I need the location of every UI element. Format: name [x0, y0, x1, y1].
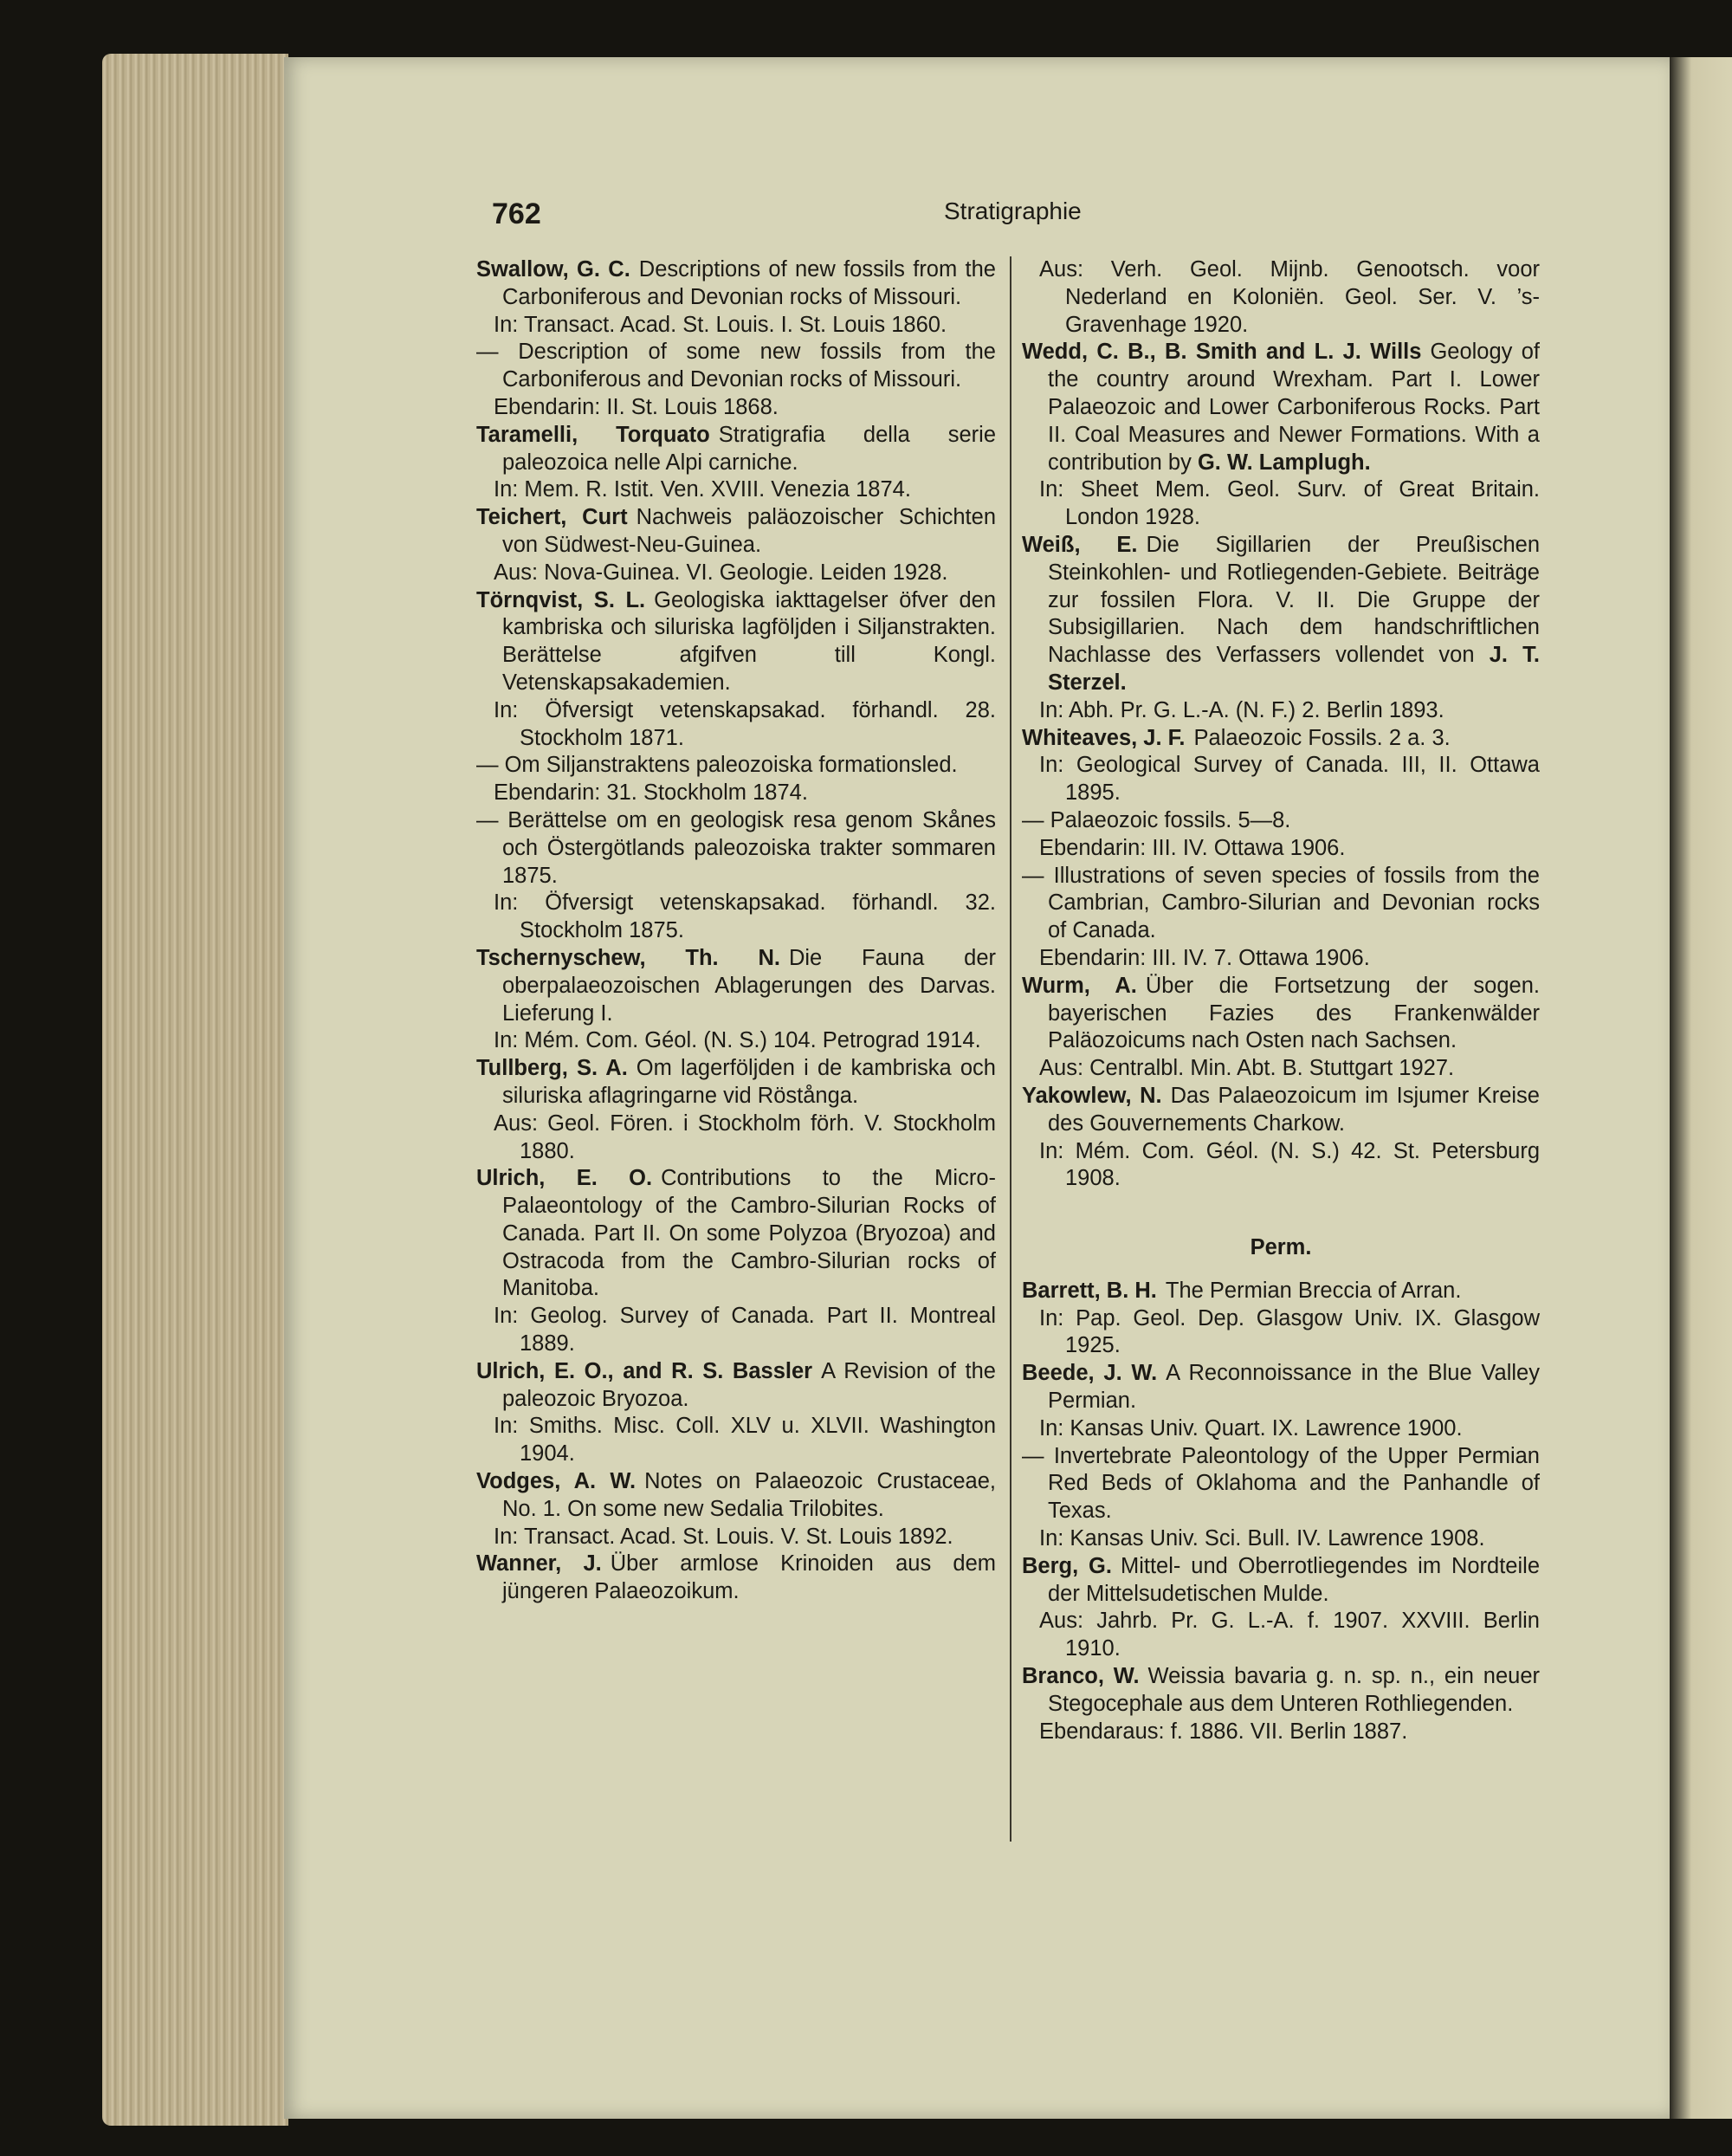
- entry-author: Wedd, C. B., B. Smith and L. J. Wills: [1022, 340, 1422, 365]
- entry-reference: Ebendarin: II. St. Louis 1868.: [494, 394, 779, 419]
- entry-reference: In: Mem. R. Istit. Ven. XVIII. Venezia 1874.: [494, 477, 911, 502]
- bibliography-entry: [476, 587, 996, 753]
- entry-dash: —: [476, 753, 499, 778]
- entry-author: Ulrich, E. O., and R. S. Bassler: [476, 1358, 813, 1383]
- entry-title: Om Siljanstraktens paleozoiska formationsled.: [504, 753, 958, 778]
- entry-title: Invertebrate Paleontology of the Upper Permian Red Beds of Oklahoma and the Panhandle of Texas.: [1048, 1443, 1540, 1524]
- entry-title: Description of some new fossils from the Carboniferous and Devonian rocks of Missouri.: [502, 340, 996, 392]
- entry-title: Palaeozoic fossils. 5—8.: [1050, 807, 1291, 832]
- bibliography-entry: [476, 1358, 996, 1468]
- entry-author: Barrett, B. H.: [1022, 1278, 1157, 1303]
- bibliography-entry: [476, 807, 996, 945]
- entry-author: Weiß, E.: [1022, 532, 1138, 557]
- bibliography-entry: [476, 504, 996, 586]
- entry-dash: —: [1022, 807, 1044, 832]
- entry-author: Wurm, A.: [1022, 973, 1137, 998]
- bibliography-entry: [1022, 1360, 1540, 1442]
- entry-reference: Aus: Geol. Fören. i Stockholm förh. V. Stockholm 1880.: [494, 1110, 996, 1163]
- entry-author: Vodges, A. W.: [476, 1469, 637, 1494]
- bibliography-entry: [476, 256, 996, 339]
- entry-reference: Ebendarin: III. IV. Ottawa 1906.: [1039, 835, 1346, 860]
- entry-reference: In: Mém. Com. Géol. (N. S.) 42. St. Petersburg 1908.: [1039, 1138, 1540, 1191]
- entry-author: Beede, J. W.: [1022, 1361, 1158, 1386]
- bibliography-entry: [1022, 339, 1540, 532]
- section-heading: Perm.: [1250, 1235, 1312, 1260]
- entry-reference: In: Smiths. Misc. Coll. XLV u. XLVII. Washington 1904.: [494, 1414, 996, 1466]
- entry-reference: In: Öfversigt vetenskapsakad. förhandl. 28. Stockholm 1871.: [494, 697, 996, 750]
- entry-title: Nachweis paläozoischer Schichten von Südwest-Neu-Guinea.: [502, 505, 996, 557]
- entry-reference: Aus: Centralbl. Min. Abt. B. Stuttgart 1927.: [1039, 1056, 1455, 1081]
- entry-dash: —: [1022, 1443, 1044, 1468]
- bibliography-entry: [476, 1468, 996, 1551]
- entry-author: Wanner, J.: [476, 1551, 602, 1577]
- bibliography-entry: [1022, 863, 1540, 973]
- bibliography-entry: [476, 945, 996, 1055]
- entry-title: Weissia bavaria g. n. sp. n., ein neuer Stegocephale aus dem Unteren Rothliegenden.: [1048, 1664, 1540, 1716]
- bibliography-entry: [1022, 1278, 1540, 1360]
- entry-reference: In: Transact. Acad. St. Louis. I. St. Louis 1860.: [494, 312, 947, 337]
- entry-reference: In: Transact. Acad. St. Louis. V. St. Louis 1892.: [494, 1524, 953, 1549]
- entry-title: Descriptions of new fossils from the Carboniferous and Devonian rocks of Missouri.: [502, 257, 996, 309]
- entry-title: Illustrations of seven species of fossils from the Cambrian, Cambro-Silurian and Devonian rocks of Canada.: [1048, 863, 1540, 943]
- entry-title: Die Fauna der oberpalaeozoischen Ablagerungen des Darvas. Lieferung I.: [502, 945, 996, 1026]
- entry-reference: Aus: Nova-Guinea. VI. Geologie. Leiden 1928.: [494, 560, 948, 585]
- entry-title: Palaeozoic Fossils. 2 a. 3.: [1193, 725, 1451, 750]
- bibliography-entry: [476, 752, 996, 807]
- entry-title: Contributions to the Micro-Palaeontology of the Cambro-Silurian Rocks of Canada. Part II. On some Polyzoa (Bryozoa) and Ostracoda from the Cambro-Silurian rocks of Manitoba.: [502, 1166, 996, 1301]
- entry-author: Tschernyschew, Th. N.: [476, 945, 780, 970]
- bibliography-entry: [476, 1165, 996, 1358]
- bibliography-entry: [476, 1055, 996, 1165]
- entry-author: Whiteaves, J. F.: [1022, 725, 1186, 750]
- bibliography-entry: [1022, 1663, 1540, 1745]
- entry-author: Branco, W.: [1022, 1664, 1140, 1689]
- bibliography-entry: [1022, 1083, 1540, 1193]
- entry-author: Berg, G.: [1022, 1553, 1112, 1578]
- entry-reference: In: Abh. Pr. G. L.-A. (N. F.) 2. Berlin 1893.: [1039, 697, 1444, 722]
- entry-title: Über armlose Krinoiden aus dem jüngeren Palaeozoikum.: [502, 1551, 997, 1604]
- entry-title: Om lagerföljden i de kambriska och siluriska aflagringarne vid Röstånga.: [502, 1056, 996, 1108]
- facing-page-edge: [1670, 57, 1732, 2119]
- entry-dash: —: [1022, 863, 1044, 888]
- bibliography-entry: [1022, 725, 1540, 807]
- bibliography-entry: [1022, 532, 1540, 725]
- page-number: 762: [492, 197, 541, 230]
- entry-title: The Permian Breccia of Arran.: [1165, 1278, 1462, 1303]
- entry-author: Teichert, Curt: [476, 505, 628, 530]
- entry-reference: In: Sheet Mem. Geol. Surv. of Great Britain. London 1928.: [1039, 477, 1540, 530]
- entry-reference: In: Geological Survey of Canada. III, II. Ottawa 1895.: [1039, 753, 1540, 806]
- entry-reference: Ebendaraus: f. 1886. VII. Berlin 1887.: [1039, 1719, 1408, 1744]
- entry-author: Swallow, G. C.: [476, 257, 630, 282]
- entry-title: Die Sigillarien der Preußischen Steinkohlen- und Rotliegenden-Gebiete. Beiträge zur fossilen Flora. V. II. Die Gruppe der Subsigillarien. Nach dem handschriftlichen Nachlasse des Verfassers vollendet von: [1048, 532, 1540, 668]
- entry-reference: Ebendarin: 31. Stockholm 1874.: [494, 780, 808, 806]
- entry-title: A Reconnoissance in the Blue Valley Permian.: [1048, 1361, 1540, 1414]
- continued-reference: Aus: Verh. Geol. Mijnb. Genootsch. voor Nederland en Koloniën. Geol. Ser. V. ’s-Gravenhage 1920.: [1039, 257, 1540, 337]
- bibliography-entry: [1022, 1443, 1540, 1553]
- bibliography-entry: [476, 339, 996, 421]
- entry-title: Berättelse om en geologisk resa genom Skånes och Östergötlands paleozoiska trakter sommaren 1875.: [502, 807, 996, 888]
- entry-contributor: J. T. Sterzel.: [1048, 643, 1540, 695]
- entry-title: Das Palaeozoicum im Isjumer Kreise des Gouvernements Charkow.: [1048, 1083, 1540, 1136]
- right-column: [1022, 256, 1540, 1745]
- book-page-edges: [102, 54, 288, 2126]
- entry-dash: —: [476, 340, 499, 365]
- entry-author: Ulrich, E. O.: [476, 1166, 653, 1191]
- bibliography-entry: [1022, 1553, 1540, 1663]
- entry-title: Stratigrafia della serie paleozoica nelle Alpi carniche.: [502, 422, 996, 475]
- left-column: [476, 256, 996, 1606]
- entry-title: Geology of the country around Wrexham. Part I. Lower Palaeozoic and Lower Carboniferous Rocks. Part II. Coal Measures and Newer Formations. With a contribution by: [1048, 340, 1540, 475]
- entry-reference: In: Kansas Univ. Quart. IX. Lawrence 1900.: [1039, 1415, 1463, 1441]
- entry-title: Geologiska iakttagelser öfver den kambriska och siluriska lagföljden i Siljanstrakten. Berättelse afgifven till Kongl. Vetenskapsakademien.: [502, 587, 996, 695]
- entry-author: Taramelli, Torquato: [476, 422, 710, 447]
- entry-reference: In: Pap. Geol. Dep. Glasgow Univ. IX. Glasgow 1925.: [1039, 1305, 1540, 1358]
- entry-title: A Revision of the paleozoic Bryozoa.: [502, 1358, 996, 1411]
- entry-reference: In: Geolog. Survey of Canada. Part II. Montreal 1889.: [494, 1304, 996, 1356]
- entry-title: Notes on Palaeozoic Crustaceae, No. 1. On some new Sedalia Trilobites.: [502, 1469, 997, 1521]
- bibliography-entry: [476, 422, 996, 504]
- entry-reference: In: Kansas Univ. Sci. Bull. IV. Lawrence 1908.: [1039, 1526, 1485, 1551]
- entry-reference: Ebendarin: III. IV. 7. Ottawa 1906.: [1039, 945, 1370, 970]
- bibliography-entry: [1022, 807, 1540, 863]
- running-head: Stratigraphie: [944, 197, 1082, 224]
- entry-reference: In: Mém. Com. Géol. (N. S.) 104. Petrograd 1914.: [494, 1028, 981, 1053]
- bibliography-entry: [476, 1551, 996, 1606]
- bibliography-entry: [1022, 973, 1540, 1083]
- column-divider: [1010, 256, 1011, 1842]
- entry-author: Tullberg, S. A.: [476, 1056, 628, 1081]
- entry-dash: —: [476, 807, 499, 832]
- entry-author: Törnqvist, S. L.: [476, 587, 646, 612]
- entry-title: Über die Fortsetzung der sogen. bayerischen Fazies des Frankenwälder Paläozoicums nach Osten nach Sachsen.: [1048, 973, 1540, 1053]
- entry-contributor: G. W. Lamplugh.: [1197, 450, 1371, 475]
- entry-title: Mittel- und Oberrotliegendes im Nordteile der Mittelsudetischen Mulde.: [1048, 1553, 1540, 1606]
- entry-author: Yakowlew, N.: [1022, 1083, 1162, 1108]
- entry-reference: In: Öfversigt vetenskapsakad. förhandl. 32. Stockholm 1875.: [494, 890, 996, 943]
- entry-reference: Aus: Jahrb. Pr. G. L.-A. f. 1907. XXVIII. Berlin 1910.: [1039, 1609, 1540, 1661]
